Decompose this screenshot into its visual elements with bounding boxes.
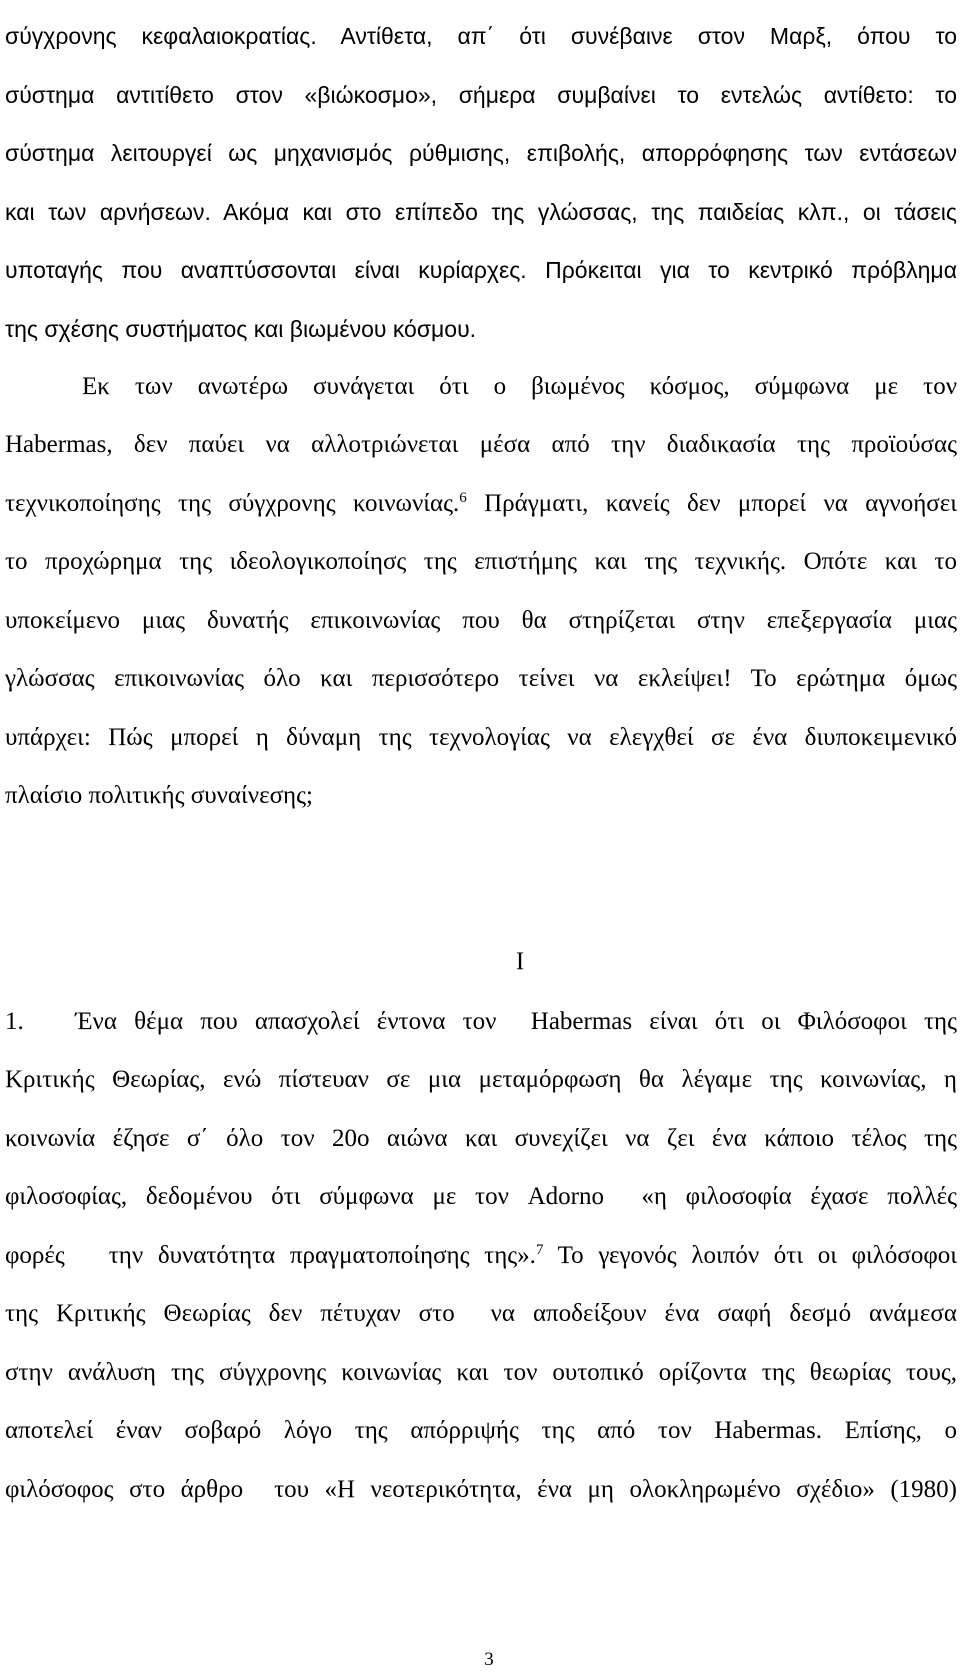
text-line: Κριτικής Θεωρίας, ενώ πίστευαν σε μια μεταμόρφωση θα λέγαμε της κοινωνίας, η xyxy=(5,1066,957,1093)
text-line: υποταγής που αναπτύσσονται είναι κυρίαρχες. Πρόκειται για το κεντρικό πρόβλημα xyxy=(5,257,957,283)
text-line: της σχέσης συστήματος και βιωμένου κόσμου. xyxy=(5,316,477,342)
text-line: υπάρχει: Πώς μπορεί η δύναμη της τεχνολογίας να ελεγχθεί σε ένα διυποκειμενικό xyxy=(5,724,957,751)
text-line: και των αρνήσεων. Ακόμα και στο επίπεδο της γλώσσας, της παιδείας κλπ., οι τάσεις xyxy=(5,199,957,225)
text-line: το προχώρημα της ιδεολογικοποίησς της επιστήμης και της τεχνικής. Οπότε και το xyxy=(5,548,957,575)
text-line: Εκ των ανωτέρω συνάγεται ότι ο βιωμένος κόσμος, σύμφωνα με τον xyxy=(82,373,957,400)
text-line: γλώσσας επικοινωνίας όλο και περισσότερο τείνει να εκλείψει! Το ερώτημα όμως xyxy=(5,665,957,692)
text-line: σύστημα λειτουργεί ως μηχανισμός ρύθμισης, επιβολής, απορρόφησης των εντάσεων xyxy=(5,140,957,166)
text-line: φιλοσοφίας, δεδομένου ότι σύμφωνα με τον Adorno «η φιλοσοφία έχασε πολλές xyxy=(5,1183,957,1210)
text-line: φιλόσοφος στο άρθρο του «Η νεοτερικότητα, ένα μη ολοκληρωμένο σχέδιο» (1980) xyxy=(5,1476,957,1503)
text-line: της Κριτικής Θεωρίας δεν πέτυχαν στο να αποδείξουν ένα σαφή δεσμό ανάμεσα xyxy=(5,1300,957,1327)
text-line: σύστημα αντιτίθετο στον «βιώκοσμο», σήμερα συμβαίνει το εντελώς αντίθετο: το xyxy=(5,82,957,108)
text-line: πλαίσιο πολιτικής συναίνεσης; xyxy=(5,782,313,809)
text-segment: Το γεγονός λοιπόν ότι οι φιλόσοφοι xyxy=(543,1242,957,1269)
text-line-with-footnote xyxy=(5,1234,957,1278)
text-line-with-footnote xyxy=(5,482,957,526)
text-line: υποκείμενο μιας δυνατής επικοινωνίας που θα στηρίζεται στην επεξεργασία μιας xyxy=(5,607,957,634)
text-line: σύγχρονης κεφαλαιοκρατίας. Αντίθετα, απ΄ ότι συνέβαινε στον Μαρξ, όπου το xyxy=(5,23,957,49)
text-line: 1. Ένα θέμα που απασχολεί έντονα τον Habermas είναι ότι οι Φιλόσοφοι της xyxy=(5,1008,957,1035)
footnote-marker: 7 xyxy=(535,1242,544,1258)
text-segment: φορές την δυνατότητα πραγματοποίησης της». xyxy=(5,1242,536,1269)
text-line: αποτελεί έναν σοβαρό λόγο της απόρριψής της από τον Habermas. Επίσης, ο xyxy=(5,1417,957,1444)
page-number: 3 xyxy=(484,1649,494,1670)
text-segment: τεχνικοποίησης της σύγχρονης κοινωνίας. xyxy=(5,490,460,517)
text-line: στην ανάλυση της σύγχρονης κοινωνίας και τον ουτοπικό ορίζοντα της θεωρίας τους, xyxy=(5,1359,957,1386)
text-segment: Πράγματι, κανείς δεν μπορεί να αγνοήσει xyxy=(466,490,957,517)
section-heading: Ι xyxy=(515,948,525,975)
text-line: κοινωνία έζησε σ΄ όλο τον 20ο αιώνα και συνεχίζει να ζει ένα κάποιο τέλος της xyxy=(5,1125,957,1152)
footnote-marker: 6 xyxy=(459,490,467,506)
text-line: Habermas, δεν παύει να αλλοτριώνεται μέσα από την διαδικασία της προϊούσας xyxy=(5,431,957,458)
